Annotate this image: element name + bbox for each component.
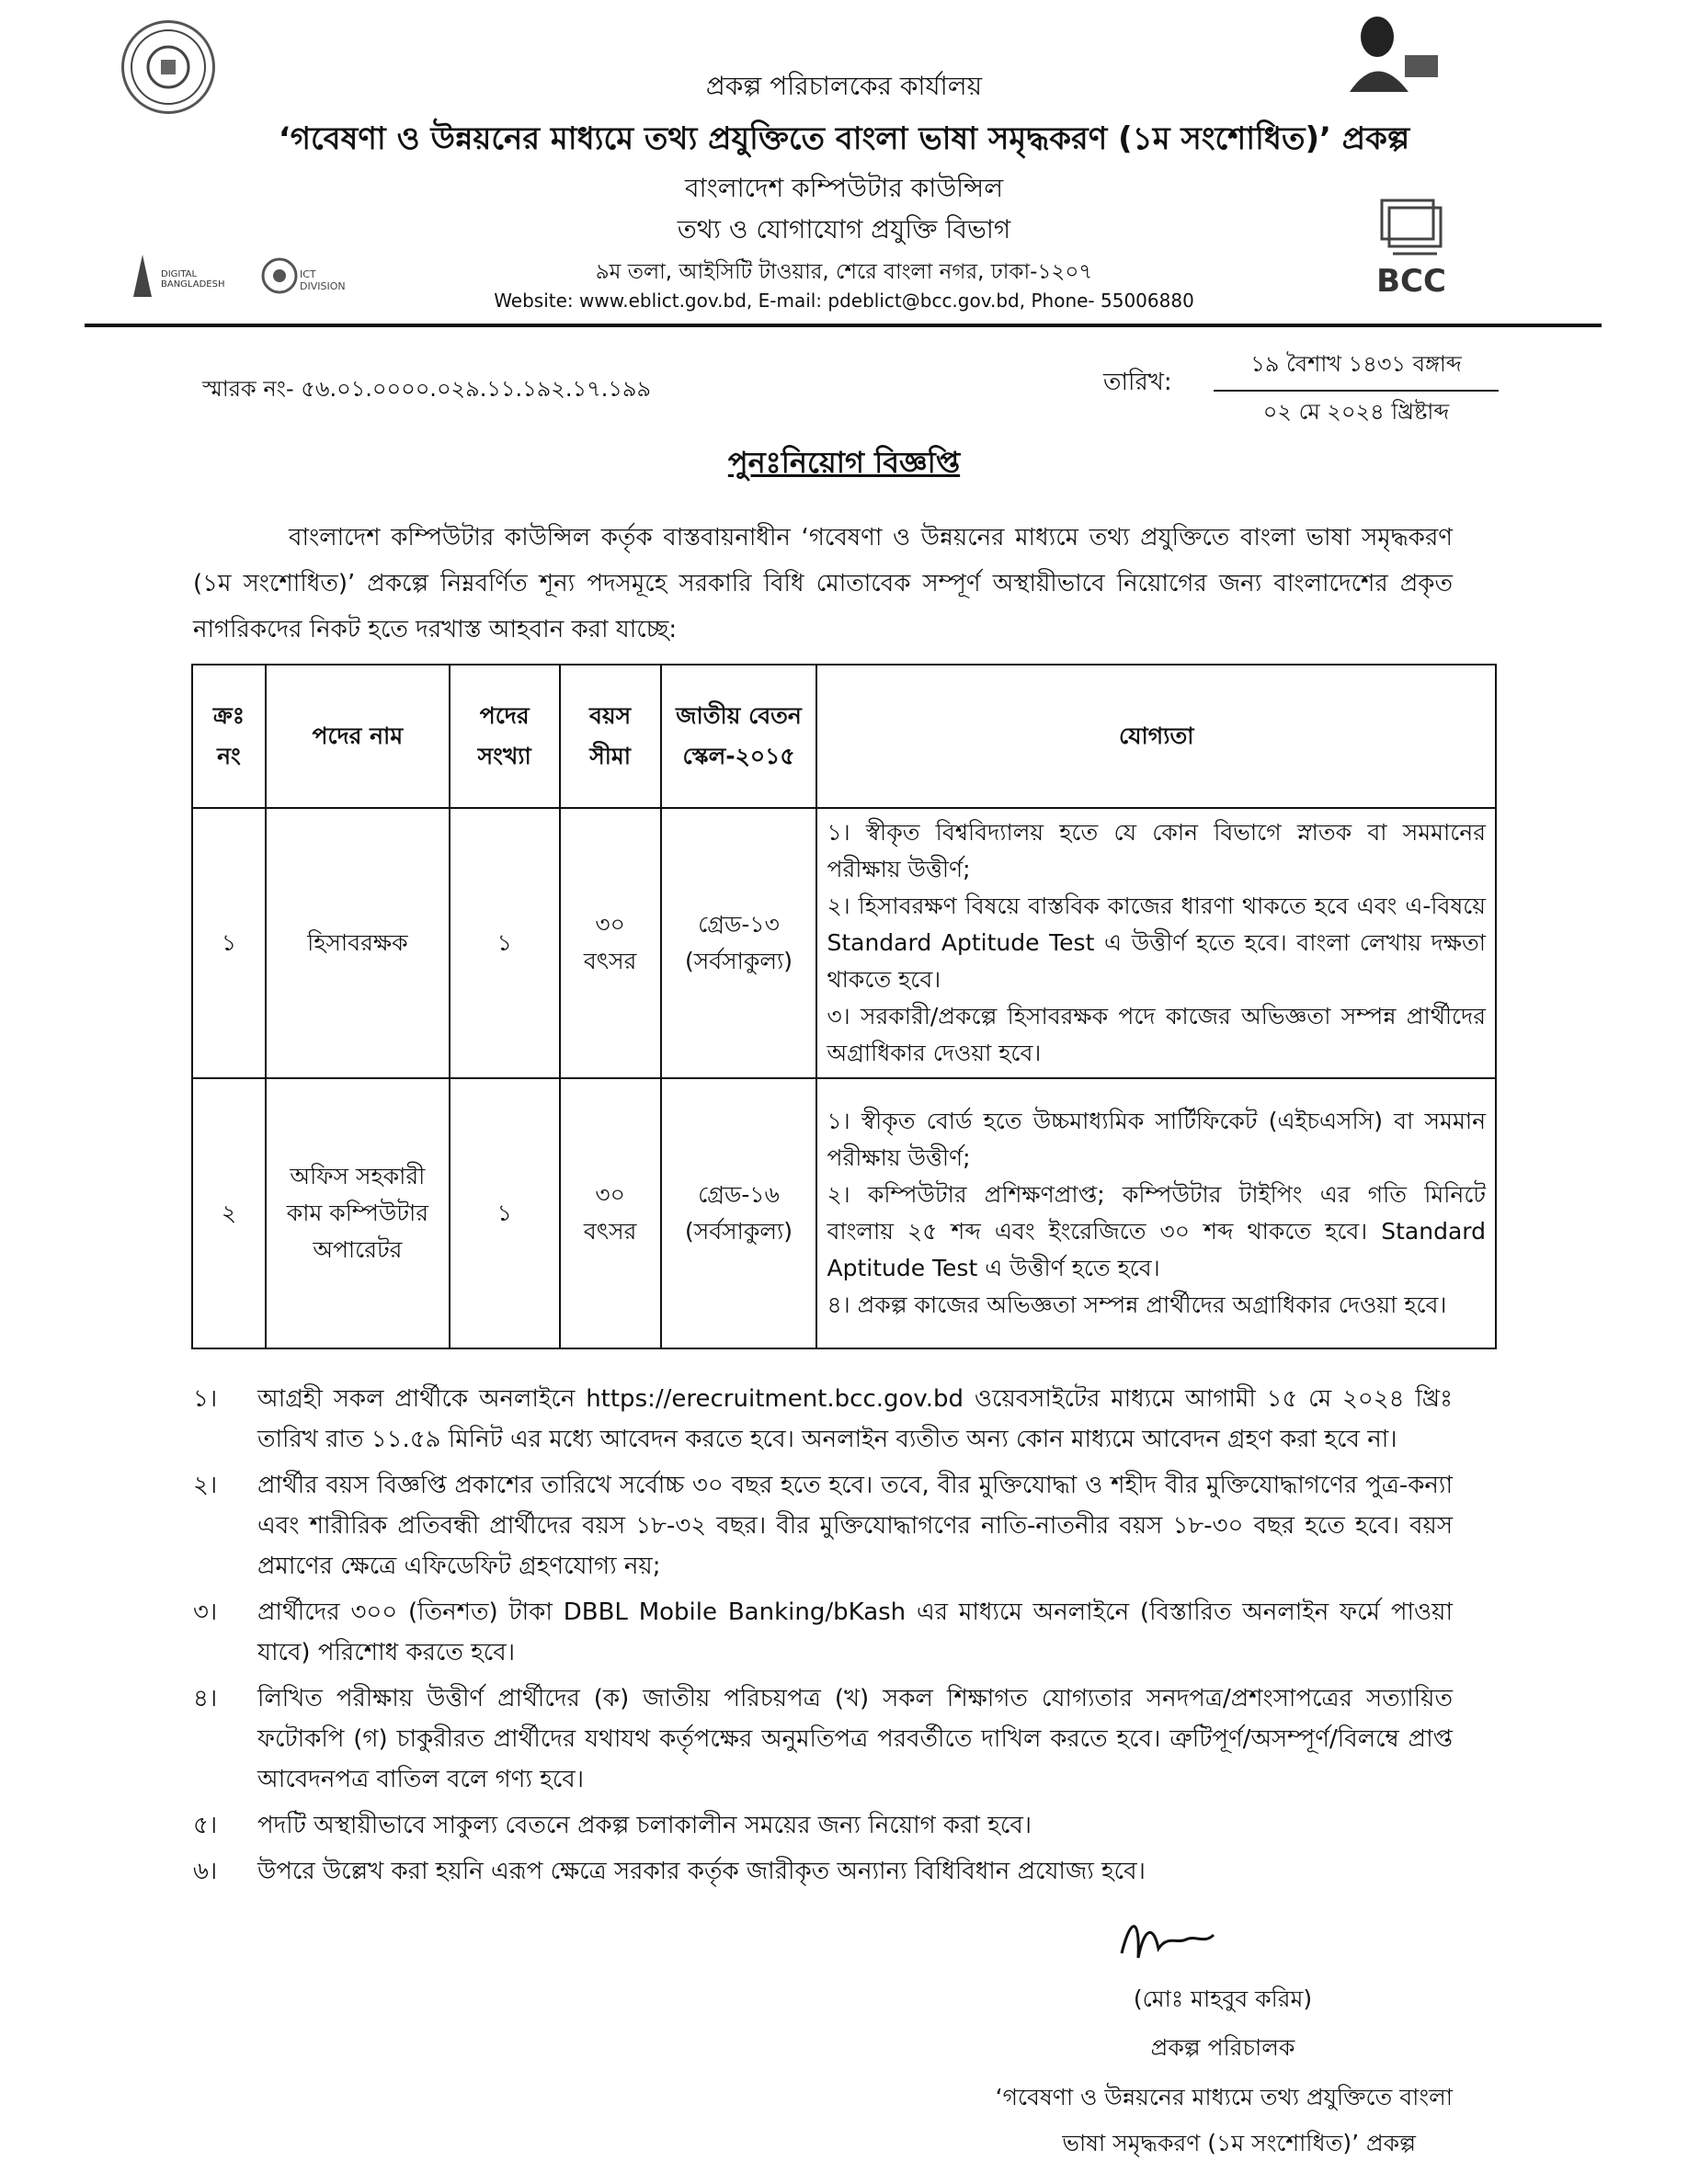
signatory-project-line2: ভাষা সমৃদ্ধকরণ (১ম সংশোধিত)’ প্রকল্প	[1062, 2130, 1416, 2156]
signatory-name: (মোঃ মাহবুব করিম)	[1133, 1985, 1313, 2012]
date-english: ০২ মে ২০২৪ খ্রিষ্টাব্দ	[1262, 399, 1450, 425]
intro-paragraph: বাংলাদেশ কম্পিউটার কাউন্সিল কর্তৃক বাস্তবায়নাধীন ‘গবেষণা ও উন্নয়নের মাধ্যমে তথ্য প্রযুক্তিতে বাংলা ভাষা সমৃদ্ধকরণ (১ম সংশোধিত)’ প্রকল্পে নিম্নবর্ণিত শূন্য পদসমূহে সরকারি বিধি মোতাবেক সম্পূর্ণ অস্থায়ীভাবে নিয়োগের জন্য বাংলাদেশের প্রকৃত নাগরিকদের নিকট হতে দরখাস্ত আহবান করা যাচ্ছে:	[193, 524, 1453, 643]
memo-reference: স্মারক নং- ৫৬.০১.০০০০.০২৯.১১.১৯২.১৭.১৯৯	[202, 376, 652, 402]
note-text: পদটি অস্থায়ীভাবে সাকুল্য বেতনে প্রকল্প চলাকালীন সময়ের জন্য নিয়োগ করা হবে।	[257, 1812, 1032, 1839]
header-serial: ক্রঃ নং	[192, 665, 266, 808]
row-post: হিসাবরক্ষক	[266, 808, 450, 1078]
note-number: ৩।	[193, 1598, 218, 1626]
row-grade: গ্রেড-১৩ (সর্বসাকুল্য)	[661, 808, 817, 1078]
signatory-designation: প্রকল্প পরিচালক	[1150, 2034, 1295, 2061]
project-name: ‘গবেষণা ও উন্নয়নের মাধ্যমে তথ্য প্রযুক্তিতে বাংলা ভাষা সমৃদ্ধকরণ (১ম সংশোধিত)’ প্রকল্প	[278, 120, 1410, 157]
note-text: আগ্রহী সকল প্রার্থীকে অনলাইনে https://erecruitment.bcc.gov.bd ওয়েবসাইটের মাধ্যমে আগামী ১৫ মে ২০২৪ খ্রিঃ তারিখ রাত ১১.৫৯ মিনিট এর মধ্যে আবেদন করতে হবে। অনলাইন ব্যতীত অন্য কোন মাধ্যমে আবেদন গ্রহণ করা হবে না।	[257, 1385, 1453, 1453]
row-post: অফিস সহকারী কাম কম্পিউটার অপারেটর	[266, 1078, 450, 1348]
note-number: ১।	[193, 1385, 218, 1413]
row-qualifications	[816, 808, 1496, 1078]
office-address: ৯ম তলা, আইসিটি টাওয়ার, শেরে বাংলা নগর, ঢাকা-১২০৭	[595, 260, 1093, 284]
header-count: পদের সংখ্যা	[450, 665, 560, 808]
note-number: ২।	[193, 1472, 218, 1499]
row-count: ১	[450, 808, 560, 1078]
list-item	[193, 1465, 1453, 1587]
table-row	[192, 808, 1496, 1078]
handwritten-signature	[1103, 1907, 1223, 1972]
qualification-item: ২। হিসাবরক্ষণ বিষয়ে বাস্তবিক কাজের ধারণা থাকতে হবে এবং এ-বিষয়ে Standard Aptitude Test এ উত্তীর্ণ হতে হবে। বাংলা লেখায় দক্ষতা থাকতে হবে।	[827, 893, 1486, 993]
office-title: প্রকল্প পরিচালকের কার্যালয়	[705, 71, 983, 101]
header-post: পদের নাম	[266, 665, 450, 808]
qualification-item: ১। স্বীকৃত বোর্ড হতে উচ্চমাধ্যমিক সার্টিফিকেট (এইচএসসি) বা সমমান পরীক্ষায় উত্তীর্ণ;	[827, 1108, 1486, 1171]
list-item	[193, 1379, 1453, 1460]
qualification-item: ৪। প্রকল্প কাজের অভিজ্ঞতা সম্পন্ন প্রার্থীদের অগ্রাধিকার দেওয়া হবে।	[827, 1291, 1447, 1318]
row-serial: ১	[192, 808, 266, 1078]
signatory-project-line1: ‘গবেষণা ও উন্নয়নের মাধ্যমে তথ্য প্রযুক্তিতে বাংলা	[995, 2084, 1453, 2110]
list-item	[193, 1851, 1453, 1892]
row-grade: গ্রেড-১৬ (সর্বসাকুল্য)	[661, 1078, 817, 1348]
row-age: ৩০ বৎসর	[560, 1078, 661, 1348]
header-qualification: যোগ্যতা	[816, 665, 1496, 808]
qualification-item: ২। কম্পিউটার প্রশিক্ষণপ্রাপ্ত; কম্পিউটার টাইপিং এর গতি মিনিটে বাংলায় ২৫ শব্দ এবং ইংরেজিতে ৩০ শব্দ থাকতে হবে। Standard Aptitude Test এ উত্তীর্ণ হতে হবে।	[827, 1181, 1486, 1281]
vacancy-table	[191, 664, 1497, 1349]
organization-name: বাংলাদেশ কম্পিউটার কাউন্সিল	[684, 173, 1004, 203]
note-text: লিখিত পরীক্ষায় উত্তীর্ণ প্রার্থীদের (ক) জাতীয় পরিচয়পত্র (খ) সকল শিক্ষাগত যোগ্যতার সনদপত্র/প্রশংসাপত্রের সত্যায়িত ফটোকপি (গ) চাকুরীরত প্রার্থীদের যথাযথ কর্তৃপক্ষের অনুমতিপত্র পরবর্তীতে দাখিল করতে হবে। ত্রুটিপূর্ণ/অসম্পূর্ণ/বিলম্বে প্রাপ্ত আবেদনপত্র বাতিল বলে গণ্য হবে।	[257, 1685, 1453, 1793]
header-pay-scale: জাতীয় বেতন স্কেল-২০১৫	[661, 665, 817, 808]
note-text: প্রার্থীদের ৩০০ (তিনশত) টাকা DBBL Mobile Banking/bKash এর মাধ্যমে অনলাইনে (বিস্তারিত অনলাইন ফর্মে পাওয়া যাবে) পরিশোধ করতে হবে।	[257, 1598, 1453, 1666]
header-age: বয়স সীমা	[560, 665, 661, 808]
note-text: প্রার্থীর বয়স বিজ্ঞপ্তি প্রকাশের তারিখে সর্বোচ্চ ৩০ বছর হতে হবে। তবে, বীর মুক্তিযোদ্ধা ও শহীদ বীর মুক্তিযোদ্ধাগণের পুত্র-কন্যা এবং শারীরিক প্রতিবন্ধী প্রার্থীদের বয়স ১৮-৩২ বছর। বীর মুক্তিযোদ্ধাগণের নাতি-নাতনীর বয়স ১৮-৩০ বছর হতে হবে। বয়স প্রমাণের ক্ষেত্রে এফিডেফিট গ্রহণযোগ্য নয়;	[257, 1472, 1453, 1580]
list-item	[193, 1592, 1453, 1673]
notes-list	[193, 1379, 1453, 1897]
qualification-item: ১। স্বীকৃত বিশ্ববিদ্যালয় হতে যে কোন বিভাগে স্নাতক বা সমমানের পরীক্ষায় উত্তীর্ণ;	[827, 819, 1486, 882]
contact-info: Website: www.eblict.gov.bd, E-mail: pdeblict@bcc.gov.bd, Phone- 55006880	[494, 290, 1194, 312]
qualification-item: ৩। সরকারী/প্রকল্পে হিসাবরক্ষক পদে কাজের অভিজ্ঞতা সম্পন্ন প্রার্থীদের অগ্রাধিকার দেওয়া হবে।	[827, 1003, 1486, 1066]
list-item	[193, 1805, 1453, 1846]
notice-title: পুনঃনিয়োগ বিজ্ঞপ্তি	[727, 445, 961, 480]
row-age: ৩০ বৎসর	[560, 808, 661, 1078]
bcc-logo-text: BCC	[1376, 263, 1446, 300]
row-count: ১	[450, 1078, 560, 1348]
table-row	[192, 1078, 1496, 1348]
division-name: তথ্য ও যোগাযোগ প্রযুক্তি বিভাগ	[677, 214, 1011, 245]
note-number: ৪।	[193, 1685, 218, 1712]
list-item	[193, 1678, 1453, 1800]
note-number: ৬।	[193, 1858, 218, 1885]
date-label: তারিখ:	[1103, 369, 1172, 396]
note-number: ৫।	[193, 1812, 218, 1839]
date-bangla: ১৯ বৈশাখ ১৪৩১ বঙ্গাব্দ	[1214, 347, 1499, 392]
header-divider	[85, 324, 1602, 327]
row-qualifications	[816, 1078, 1496, 1348]
ict-division-text: ICT DIVISION	[300, 268, 346, 292]
digital-bangladesh-text: DIGITAL BANGLADESH	[161, 269, 225, 290]
table-header-row	[192, 665, 1496, 808]
row-serial: ২	[192, 1078, 266, 1348]
note-text: উপরে উল্লেখ করা হয়নি এরূপ ক্ষেত্রে সরকার কর্তৃক জারীকৃত অন্যান্য বিধিবিধান প্রযোজ্য হবে।	[257, 1858, 1146, 1885]
